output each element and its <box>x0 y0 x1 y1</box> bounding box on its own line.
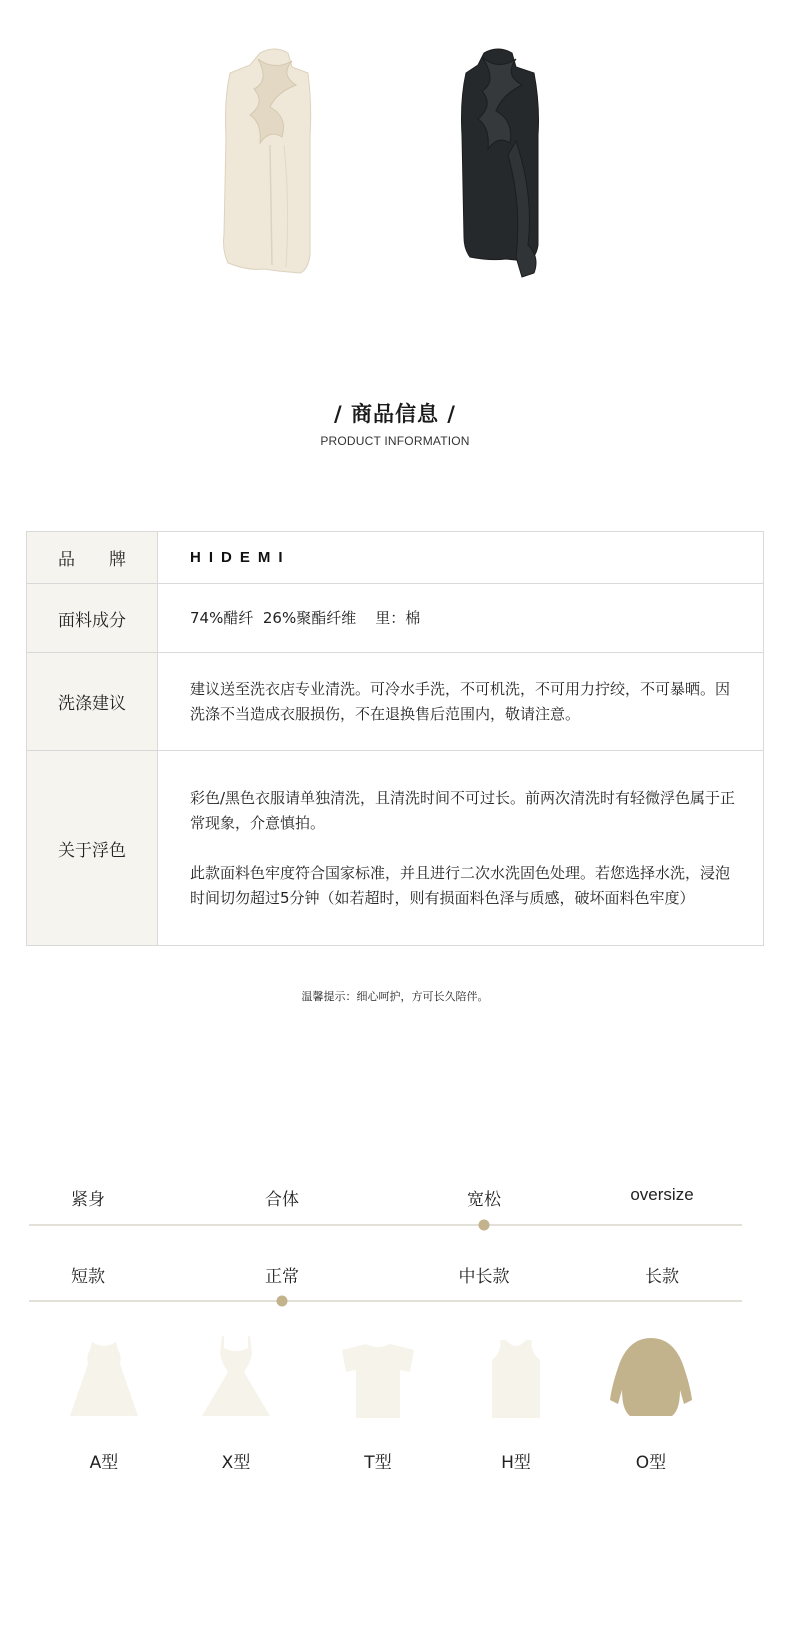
fit-option-regular: 合体 <box>265 1190 299 1210</box>
length-option-normal: 正常 <box>265 1267 299 1287</box>
fit-scale-marker <box>479 1220 490 1231</box>
table-row-fade <box>27 751 764 946</box>
section-subtitle: PRODUCT INFORMATION <box>320 434 470 448</box>
brand-label <box>27 532 158 584</box>
fade-value-cell <box>158 751 764 946</box>
length-option-mid-long: 中长款 <box>458 1267 510 1287</box>
fit-scale-line <box>29 1224 742 1226</box>
silhouette-label-t: T型 <box>364 1453 392 1473</box>
table-row-fabric <box>27 584 764 653</box>
a-line-dress-icon <box>68 1338 140 1420</box>
brand-value-cell <box>158 532 764 584</box>
section-title: / 商品信息 / <box>334 402 456 426</box>
silhouette-label-o: O型 <box>635 1453 667 1473</box>
fit-option-tight: 紧身 <box>71 1190 105 1210</box>
fit-option-loose: 宽松 <box>467 1190 501 1210</box>
tank-top-icon <box>486 1338 546 1420</box>
length-option-short: 短款 <box>71 1267 105 1287</box>
wash-value: 建议送至洗衣店专业清洗。可冷水手洗，不可机洗，不可用力拧绞，不可暴晒。因洗涤不当造成衣服损伤，不在退换售后范围内，敬请注意。 <box>158 653 764 751</box>
brand-value: HIDEMI <box>190 549 291 566</box>
fade-label: 关于浮色 <box>27 751 158 946</box>
silhouette-label-h: H型 <box>501 1453 531 1473</box>
fabric-label: 面料成分 <box>27 584 158 653</box>
length-scale-marker <box>277 1296 288 1307</box>
fade-paragraph-1: 彩色/黑色衣服请单独清洗，且清洗时间不可过长。前两次清洗时有轻微浮色属于正常现象，介意慎拍。 <box>190 788 736 832</box>
t-shirt-icon <box>338 1340 418 1420</box>
x-line-dress-icon <box>200 1334 272 1420</box>
brand-label-first-char: 品 <box>58 550 75 570</box>
product-info-table <box>26 531 764 946</box>
brand-label-second-char: 牌 <box>109 550 126 570</box>
fade-paragraph-2: 此款面料色牢度符合国家标准，并且进行二次水洗固色处理。若您选择水洗，浸泡时间切勿超过5分钟（如若超时，则有损面料色泽与质感，破坏面料色牢度） <box>190 863 731 907</box>
length-option-long: 长款 <box>645 1267 679 1287</box>
wash-label: 洗涤建议 <box>27 653 158 751</box>
fit-option-oversize: oversize <box>630 1185 694 1204</box>
silhouette-label-a: A型 <box>89 1453 119 1473</box>
length-scale-line <box>29 1300 742 1302</box>
fabric-value: 74%醋纤 26%聚酯纤维 里：棉 <box>158 584 764 653</box>
silhouette-label-x: X型 <box>221 1453 251 1473</box>
table-row-brand <box>27 532 764 584</box>
product-image-ivory-top <box>200 45 350 280</box>
product-image-black-top <box>430 45 580 280</box>
cocoon-shirt-icon <box>606 1334 696 1420</box>
table-row-wash <box>27 653 764 751</box>
care-tip: 温馨提示：细心呵护，方可长久陪伴。 <box>301 990 489 1003</box>
